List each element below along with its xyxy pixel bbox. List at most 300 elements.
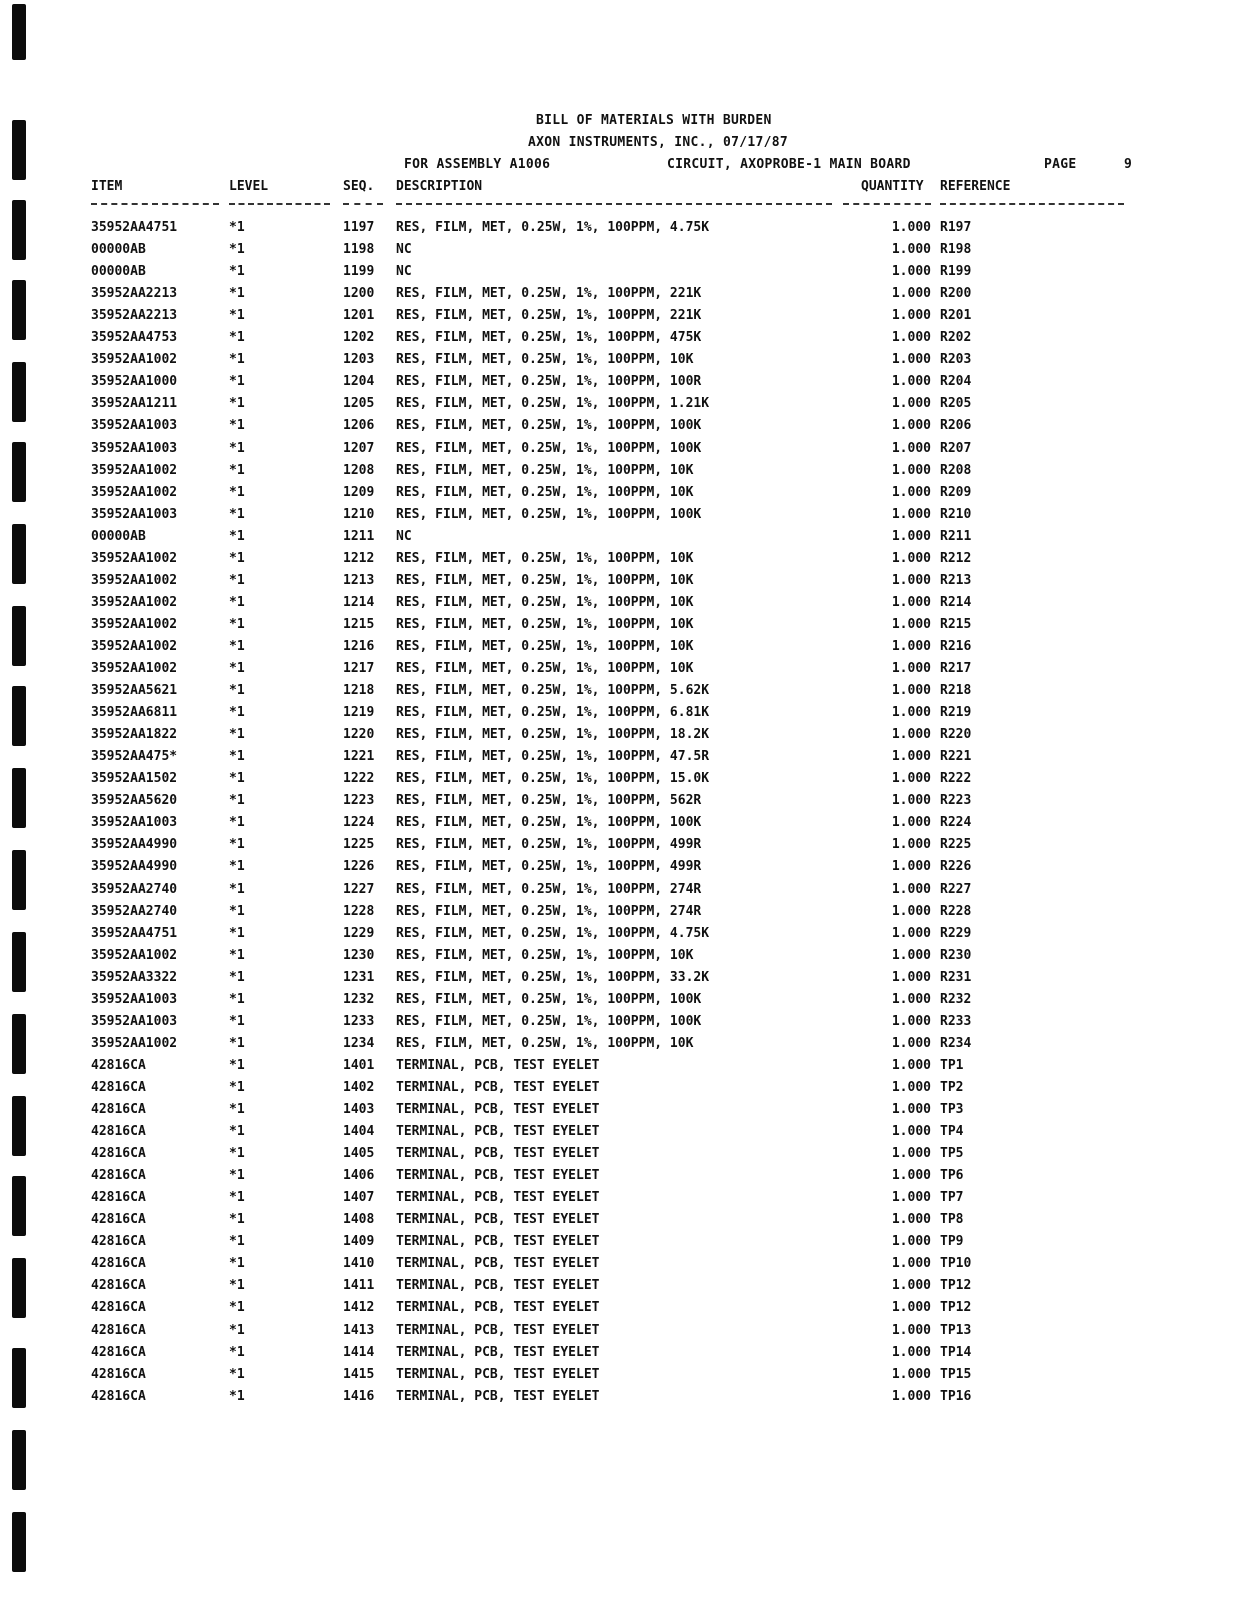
sequence-number-cell: 1229 xyxy=(343,926,375,941)
level-cell: *1 xyxy=(229,948,245,963)
table-row xyxy=(0,793,1244,813)
item-number-cell: 35952AA3322 xyxy=(91,970,178,985)
reference-designator-cell: R233 xyxy=(940,1014,972,1029)
quantity-cell: 1.000 xyxy=(891,242,931,257)
table-row xyxy=(0,418,1244,438)
table-row xyxy=(0,1234,1244,1254)
table-row xyxy=(0,1212,1244,1232)
table-row xyxy=(0,1036,1244,1056)
description-cell: RES, FILM, MET, 0.25W, 1%, 100PPM, 10K xyxy=(396,551,694,566)
sequence-number-cell: 1413 xyxy=(343,1323,375,1338)
description-cell: RES, FILM, MET, 0.25W, 1%, 100PPM, 5.62K xyxy=(396,683,710,698)
table-row xyxy=(0,1168,1244,1188)
description-cell: RES, FILM, MET, 0.25W, 1%, 100PPM, 10K xyxy=(396,1036,694,1051)
quantity-cell: 1.000 xyxy=(891,683,931,698)
reference-designator-cell: R215 xyxy=(940,617,972,632)
reference-designator-cell: R219 xyxy=(940,705,972,720)
level-cell: *1 xyxy=(229,374,245,389)
table-row xyxy=(0,970,1244,990)
description-cell: RES, FILM, MET, 0.25W, 1%, 100PPM, 100K xyxy=(396,1014,702,1029)
table-row xyxy=(0,573,1244,593)
level-cell: *1 xyxy=(229,926,245,941)
level-cell: *1 xyxy=(229,441,245,456)
description-cell: NC xyxy=(396,529,412,544)
sequence-number-cell: 1416 xyxy=(343,1389,375,1404)
table-row xyxy=(0,683,1244,703)
level-cell: *1 xyxy=(229,793,245,808)
item-number-cell: 35952AA1002 xyxy=(91,1036,178,1051)
level-cell: *1 xyxy=(229,904,245,919)
header-divider xyxy=(229,203,330,205)
level-cell: *1 xyxy=(229,1323,245,1338)
sequence-number-cell: 1227 xyxy=(343,882,375,897)
description-cell: TERMINAL, PCB, TEST EYELET xyxy=(396,1168,600,1183)
description-cell: RES, FILM, MET, 0.25W, 1%, 100PPM, 100K xyxy=(396,507,702,522)
table-row xyxy=(0,815,1244,835)
level-cell: *1 xyxy=(229,882,245,897)
table-row xyxy=(0,485,1244,505)
reference-designator-cell: R203 xyxy=(940,352,972,367)
item-number-cell: 35952AA4753 xyxy=(91,330,178,345)
column-header-seq: SEQ. xyxy=(343,179,375,194)
table-row xyxy=(0,1300,1244,1320)
quantity-cell: 1.000 xyxy=(891,1080,931,1095)
sequence-number-cell: 1234 xyxy=(343,1036,375,1051)
description-cell: TERMINAL, PCB, TEST EYELET xyxy=(396,1345,600,1360)
table-row xyxy=(0,330,1244,350)
reference-designator-cell: TP2 xyxy=(940,1080,964,1095)
item-number-cell: 35952AA5620 xyxy=(91,793,178,808)
level-cell: *1 xyxy=(229,1212,245,1227)
description-cell: TERMINAL, PCB, TEST EYELET xyxy=(396,1058,600,1073)
reference-designator-cell: R214 xyxy=(940,595,972,610)
table-row xyxy=(0,948,1244,968)
binder-hole xyxy=(12,1512,26,1572)
item-number-cell: 42816CA xyxy=(91,1102,146,1117)
description-cell: RES, FILM, MET, 0.25W, 1%, 100PPM, 10K xyxy=(396,639,694,654)
reference-designator-cell: R230 xyxy=(940,948,972,963)
level-cell: *1 xyxy=(229,661,245,676)
table-row xyxy=(0,595,1244,615)
description-cell: RES, FILM, MET, 0.25W, 1%, 100PPM, 499R xyxy=(396,859,702,874)
level-cell: *1 xyxy=(229,286,245,301)
reference-designator-cell: R207 xyxy=(940,441,972,456)
column-header-quantity: QUANTITY xyxy=(861,179,924,194)
table-row xyxy=(0,264,1244,284)
reference-designator-cell: TP13 xyxy=(940,1323,972,1338)
table-row xyxy=(0,1278,1244,1298)
description-cell: RES, FILM, MET, 0.25W, 1%, 100PPM, 10K xyxy=(396,661,694,676)
reference-designator-cell: TP8 xyxy=(940,1212,964,1227)
table-row xyxy=(0,396,1244,416)
description-cell: RES, FILM, MET, 0.25W, 1%, 100PPM, 18.2K xyxy=(396,727,710,742)
item-number-cell: 35952AA1003 xyxy=(91,418,178,433)
level-cell: *1 xyxy=(229,837,245,852)
sequence-number-cell: 1204 xyxy=(343,374,375,389)
description-cell: RES, FILM, MET, 0.25W, 1%, 100PPM, 33.2K xyxy=(396,970,710,985)
description-cell: TERMINAL, PCB, TEST EYELET xyxy=(396,1323,600,1338)
sequence-number-cell: 1233 xyxy=(343,1014,375,1029)
item-number-cell: 35952AA1002 xyxy=(91,661,178,676)
level-cell: *1 xyxy=(229,529,245,544)
item-number-cell: 00000AB xyxy=(91,529,146,544)
level-cell: *1 xyxy=(229,727,245,742)
table-row xyxy=(0,1058,1244,1078)
sequence-number-cell: 1407 xyxy=(343,1190,375,1205)
binder-hole xyxy=(12,1430,26,1490)
reference-designator-cell: R205 xyxy=(940,396,972,411)
table-row xyxy=(0,1014,1244,1034)
quantity-cell: 1.000 xyxy=(891,1345,931,1360)
table-row xyxy=(0,727,1244,747)
reference-designator-cell: R234 xyxy=(940,1036,972,1051)
quantity-cell: 1.000 xyxy=(891,1367,931,1382)
page-label: PAGE xyxy=(1044,157,1077,172)
description-cell: RES, FILM, MET, 0.25W, 1%, 100PPM, 10K xyxy=(396,573,694,588)
quantity-cell: 1.000 xyxy=(891,529,931,544)
quantity-cell: 1.000 xyxy=(891,264,931,279)
table-row xyxy=(0,1345,1244,1365)
reference-designator-cell: R204 xyxy=(940,374,972,389)
table-row xyxy=(0,661,1244,681)
reference-designator-cell: R216 xyxy=(940,639,972,654)
sequence-number-cell: 1225 xyxy=(343,837,375,852)
reference-designator-cell: R221 xyxy=(940,749,972,764)
level-cell: *1 xyxy=(229,1300,245,1315)
column-header-reference: REFERENCE xyxy=(940,179,1011,194)
reference-designator-cell: R202 xyxy=(940,330,972,345)
description-cell: NC xyxy=(396,264,412,279)
description-cell: TERMINAL, PCB, TEST EYELET xyxy=(396,1367,600,1382)
table-row xyxy=(0,441,1244,461)
item-number-cell: 35952AA1003 xyxy=(91,441,178,456)
table-row xyxy=(0,771,1244,791)
level-cell: *1 xyxy=(229,705,245,720)
page-number: 9 xyxy=(1124,157,1133,172)
quantity-cell: 1.000 xyxy=(891,882,931,897)
table-row xyxy=(0,507,1244,527)
item-number-cell: 42816CA xyxy=(91,1367,146,1382)
item-number-cell: 35952AA1002 xyxy=(91,485,178,500)
reference-designator-cell: R197 xyxy=(940,220,972,235)
item-number-cell: 35952AA1002 xyxy=(91,352,178,367)
reference-designator-cell: TP1 xyxy=(940,1058,964,1073)
reference-designator-cell: R200 xyxy=(940,286,972,301)
column-header-item: ITEM xyxy=(91,179,123,194)
reference-designator-cell: R218 xyxy=(940,683,972,698)
circuit-name: CIRCUIT, AXOPROBE-1 MAIN BOARD xyxy=(667,157,911,172)
quantity-cell: 1.000 xyxy=(891,1058,931,1073)
description-cell: RES, FILM, MET, 0.25W, 1%, 100PPM, 274R xyxy=(396,904,702,919)
table-row xyxy=(0,837,1244,857)
item-number-cell: 35952AA4751 xyxy=(91,220,178,235)
quantity-cell: 1.000 xyxy=(891,992,931,1007)
header-divider xyxy=(843,203,931,205)
description-cell: RES, FILM, MET, 0.25W, 1%, 100PPM, 10K xyxy=(396,948,694,963)
quantity-cell: 1.000 xyxy=(891,793,931,808)
description-cell: RES, FILM, MET, 0.25W, 1%, 100PPM, 4.75K xyxy=(396,220,710,235)
table-row xyxy=(0,1102,1244,1122)
level-cell: *1 xyxy=(229,396,245,411)
quantity-cell: 1.000 xyxy=(891,396,931,411)
description-cell: TERMINAL, PCB, TEST EYELET xyxy=(396,1146,600,1161)
level-cell: *1 xyxy=(229,1058,245,1073)
item-number-cell: 35952AA1003 xyxy=(91,815,178,830)
item-number-cell: 35952AA1000 xyxy=(91,374,178,389)
reference-designator-cell: R198 xyxy=(940,242,972,257)
reference-designator-cell: R224 xyxy=(940,815,972,830)
sequence-number-cell: 1212 xyxy=(343,551,375,566)
item-number-cell: 42816CA xyxy=(91,1234,146,1249)
item-number-cell: 42816CA xyxy=(91,1212,146,1227)
table-row xyxy=(0,1367,1244,1387)
quantity-cell: 1.000 xyxy=(891,308,931,323)
sequence-number-cell: 1226 xyxy=(343,859,375,874)
sequence-number-cell: 1201 xyxy=(343,308,375,323)
reference-designator-cell: TP16 xyxy=(940,1389,972,1404)
table-row xyxy=(0,463,1244,483)
quantity-cell: 1.000 xyxy=(891,220,931,235)
reference-designator-cell: R217 xyxy=(940,661,972,676)
description-cell: RES, FILM, MET, 0.25W, 1%, 100PPM, 475K xyxy=(396,330,702,345)
quantity-cell: 1.000 xyxy=(891,1389,931,1404)
table-row xyxy=(0,1323,1244,1343)
quantity-cell: 1.000 xyxy=(891,485,931,500)
sequence-number-cell: 1219 xyxy=(343,705,375,720)
level-cell: *1 xyxy=(229,1168,245,1183)
quantity-cell: 1.000 xyxy=(891,1323,931,1338)
description-cell: RES, FILM, MET, 0.25W, 1%, 100PPM, 47.5R xyxy=(396,749,710,764)
quantity-cell: 1.000 xyxy=(891,970,931,985)
description-cell: RES, FILM, MET, 0.25W, 1%, 100PPM, 100R xyxy=(396,374,702,389)
description-cell: TERMINAL, PCB, TEST EYELET xyxy=(396,1124,600,1139)
level-cell: *1 xyxy=(229,1146,245,1161)
level-cell: *1 xyxy=(229,970,245,985)
level-cell: *1 xyxy=(229,1102,245,1117)
sequence-number-cell: 1217 xyxy=(343,661,375,676)
item-number-cell: 42816CA xyxy=(91,1168,146,1183)
reference-designator-cell: R206 xyxy=(940,418,972,433)
sequence-number-cell: 1200 xyxy=(343,286,375,301)
quantity-cell: 1.000 xyxy=(891,1212,931,1227)
item-number-cell: 42816CA xyxy=(91,1124,146,1139)
description-cell: TERMINAL, PCB, TEST EYELET xyxy=(396,1080,600,1095)
sequence-number-cell: 1401 xyxy=(343,1058,375,1073)
table-row xyxy=(0,1389,1244,1409)
reference-designator-cell: R227 xyxy=(940,882,972,897)
level-cell: *1 xyxy=(229,1036,245,1051)
description-cell: RES, FILM, MET, 0.25W, 1%, 100PPM, 15.0K xyxy=(396,771,710,786)
item-number-cell: 35952AA4990 xyxy=(91,859,178,874)
level-cell: *1 xyxy=(229,749,245,764)
reference-designator-cell: R223 xyxy=(940,793,972,808)
item-number-cell: 42816CA xyxy=(91,1146,146,1161)
reference-designator-cell: TP4 xyxy=(940,1124,964,1139)
table-row xyxy=(0,308,1244,328)
description-cell: RES, FILM, MET, 0.25W, 1%, 100PPM, 1.21K xyxy=(396,396,710,411)
table-row xyxy=(0,286,1244,306)
description-cell: RES, FILM, MET, 0.25W, 1%, 100PPM, 499R xyxy=(396,837,702,852)
reference-designator-cell: R201 xyxy=(940,308,972,323)
sequence-number-cell: 1232 xyxy=(343,992,375,1007)
item-number-cell: 42816CA xyxy=(91,1058,146,1073)
quantity-cell: 1.000 xyxy=(891,374,931,389)
description-cell: RES, FILM, MET, 0.25W, 1%, 100PPM, 10K xyxy=(396,352,694,367)
table-row xyxy=(0,904,1244,924)
item-number-cell: 00000AB xyxy=(91,264,146,279)
level-cell: *1 xyxy=(229,1014,245,1029)
level-cell: *1 xyxy=(229,992,245,1007)
quantity-cell: 1.000 xyxy=(891,1168,931,1183)
level-cell: *1 xyxy=(229,220,245,235)
level-cell: *1 xyxy=(229,418,245,433)
sequence-number-cell: 1410 xyxy=(343,1256,375,1271)
description-cell: TERMINAL, PCB, TEST EYELET xyxy=(396,1102,600,1117)
table-row xyxy=(0,551,1244,571)
header-divider xyxy=(91,203,219,205)
item-number-cell: 42816CA xyxy=(91,1323,146,1338)
item-number-cell: 35952AA1002 xyxy=(91,595,178,610)
level-cell: *1 xyxy=(229,1345,245,1360)
sequence-number-cell: 1404 xyxy=(343,1124,375,1139)
binder-hole xyxy=(12,120,26,180)
header-divider xyxy=(343,203,383,205)
description-cell: RES, FILM, MET, 0.25W, 1%, 100PPM, 10K xyxy=(396,617,694,632)
quantity-cell: 1.000 xyxy=(891,441,931,456)
quantity-cell: 1.000 xyxy=(891,507,931,522)
item-number-cell: 42816CA xyxy=(91,1278,146,1293)
reference-designator-cell: R232 xyxy=(940,992,972,1007)
report-title: BILL OF MATERIALS WITH BURDEN xyxy=(536,113,772,128)
quantity-cell: 1.000 xyxy=(891,1146,931,1161)
description-cell: RES, FILM, MET, 0.25W, 1%, 100PPM, 10K xyxy=(396,485,694,500)
description-cell: RES, FILM, MET, 0.25W, 1%, 100PPM, 100K xyxy=(396,815,702,830)
description-cell: RES, FILM, MET, 0.25W, 1%, 100PPM, 10K xyxy=(396,595,694,610)
quantity-cell: 1.000 xyxy=(891,418,931,433)
item-number-cell: 42816CA xyxy=(91,1190,146,1205)
level-cell: *1 xyxy=(229,1080,245,1095)
item-number-cell: 42816CA xyxy=(91,1256,146,1271)
reference-designator-cell: TP9 xyxy=(940,1234,964,1249)
description-cell: RES, FILM, MET, 0.25W, 1%, 100PPM, 10K xyxy=(396,463,694,478)
sequence-number-cell: 1414 xyxy=(343,1345,375,1360)
table-row xyxy=(0,926,1244,946)
quantity-cell: 1.000 xyxy=(891,1234,931,1249)
item-number-cell: 35952AA6811 xyxy=(91,705,178,720)
sequence-number-cell: 1218 xyxy=(343,683,375,698)
description-cell: TERMINAL, PCB, TEST EYELET xyxy=(396,1234,600,1249)
level-cell: *1 xyxy=(229,771,245,786)
level-cell: *1 xyxy=(229,859,245,874)
item-number-cell: 35952AA2213 xyxy=(91,308,178,323)
level-cell: *1 xyxy=(229,330,245,345)
reference-designator-cell: TP6 xyxy=(940,1168,964,1183)
description-cell: RES, FILM, MET, 0.25W, 1%, 100PPM, 6.81K xyxy=(396,705,710,720)
table-row xyxy=(0,1080,1244,1100)
description-cell: RES, FILM, MET, 0.25W, 1%, 100PPM, 221K xyxy=(396,286,702,301)
table-row xyxy=(0,882,1244,902)
reference-designator-cell: R211 xyxy=(940,529,972,544)
reference-designator-cell: TP10 xyxy=(940,1256,972,1271)
level-cell: *1 xyxy=(229,573,245,588)
sequence-number-cell: 1207 xyxy=(343,441,375,456)
description-cell: TERMINAL, PCB, TEST EYELET xyxy=(396,1212,600,1227)
item-number-cell: 35952AA1002 xyxy=(91,617,178,632)
level-cell: *1 xyxy=(229,639,245,654)
item-number-cell: 35952AA1003 xyxy=(91,1014,178,1029)
sequence-number-cell: 1203 xyxy=(343,352,375,367)
quantity-cell: 1.000 xyxy=(891,1124,931,1139)
table-row xyxy=(0,220,1244,240)
level-cell: *1 xyxy=(229,485,245,500)
reference-designator-cell: R208 xyxy=(940,463,972,478)
reference-designator-cell: R229 xyxy=(940,926,972,941)
reference-designator-cell: R222 xyxy=(940,771,972,786)
item-number-cell: 00000AB xyxy=(91,242,146,257)
description-cell: TERMINAL, PCB, TEST EYELET xyxy=(396,1190,600,1205)
quantity-cell: 1.000 xyxy=(891,1102,931,1117)
binder-hole xyxy=(12,4,26,60)
sequence-number-cell: 1405 xyxy=(343,1146,375,1161)
quantity-cell: 1.000 xyxy=(891,573,931,588)
reference-designator-cell: R228 xyxy=(940,904,972,919)
item-number-cell: 35952AA1002 xyxy=(91,573,178,588)
quantity-cell: 1.000 xyxy=(891,617,931,632)
level-cell: *1 xyxy=(229,463,245,478)
quantity-cell: 1.000 xyxy=(891,1256,931,1271)
level-cell: *1 xyxy=(229,1234,245,1249)
description-cell: RES, FILM, MET, 0.25W, 1%, 100PPM, 562R xyxy=(396,793,702,808)
item-number-cell: 35952AA2740 xyxy=(91,904,178,919)
quantity-cell: 1.000 xyxy=(891,749,931,764)
table-row xyxy=(0,705,1244,725)
sequence-number-cell: 1213 xyxy=(343,573,375,588)
quantity-cell: 1.000 xyxy=(891,904,931,919)
level-cell: *1 xyxy=(229,595,245,610)
description-cell: TERMINAL, PCB, TEST EYELET xyxy=(396,1300,600,1315)
header-divider xyxy=(940,203,1124,205)
sequence-number-cell: 1211 xyxy=(343,529,375,544)
item-number-cell: 35952AA2740 xyxy=(91,882,178,897)
quantity-cell: 1.000 xyxy=(891,661,931,676)
description-cell: RES, FILM, MET, 0.25W, 1%, 100PPM, 274R xyxy=(396,882,702,897)
item-number-cell: 35952AA4990 xyxy=(91,837,178,852)
reference-designator-cell: R213 xyxy=(940,573,972,588)
sequence-number-cell: 1411 xyxy=(343,1278,375,1293)
level-cell: *1 xyxy=(229,551,245,566)
sequence-number-cell: 1231 xyxy=(343,970,375,985)
description-cell: TERMINAL, PCB, TEST EYELET xyxy=(396,1256,600,1271)
table-row xyxy=(0,529,1244,549)
sequence-number-cell: 1230 xyxy=(343,948,375,963)
quantity-cell: 1.000 xyxy=(891,1036,931,1051)
reference-designator-cell: R212 xyxy=(940,551,972,566)
item-number-cell: 35952AA1211 xyxy=(91,396,178,411)
quantity-cell: 1.000 xyxy=(891,286,931,301)
table-row xyxy=(0,1190,1244,1210)
quantity-cell: 1.000 xyxy=(891,727,931,742)
description-cell: RES, FILM, MET, 0.25W, 1%, 100PPM, 4.75K xyxy=(396,926,710,941)
description-cell: RES, FILM, MET, 0.25W, 1%, 100PPM, 100K xyxy=(396,418,702,433)
item-number-cell: 35952AA1822 xyxy=(91,727,178,742)
quantity-cell: 1.000 xyxy=(891,595,931,610)
quantity-cell: 1.000 xyxy=(891,1014,931,1029)
quantity-cell: 1.000 xyxy=(891,705,931,720)
header-divider xyxy=(396,203,832,205)
quantity-cell: 1.000 xyxy=(891,1278,931,1293)
table-row xyxy=(0,1146,1244,1166)
level-cell: *1 xyxy=(229,815,245,830)
